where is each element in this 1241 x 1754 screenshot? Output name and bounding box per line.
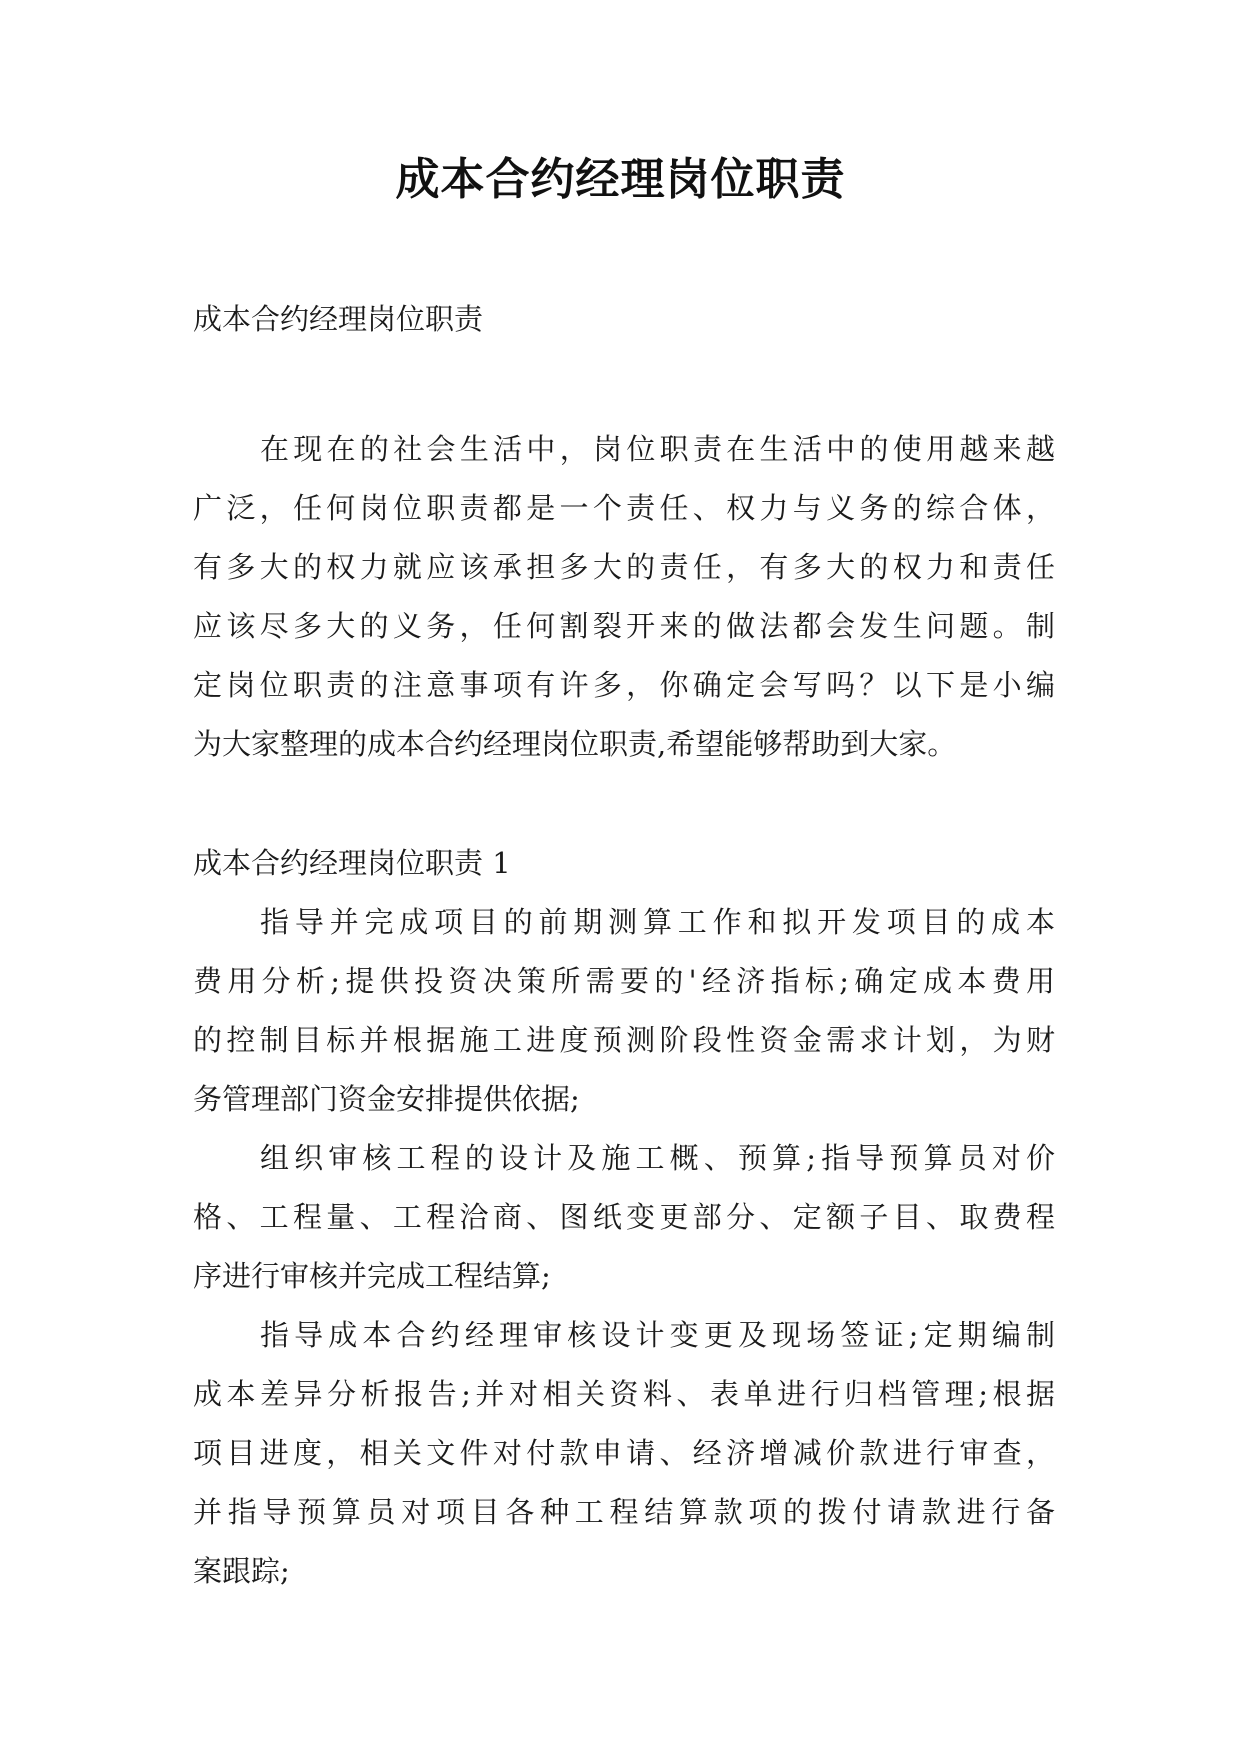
- paragraph-line: 广泛，任何岗位职责都是一个责任、权力与义务的综合体，: [193, 491, 1055, 525]
- paragraph-line: 成本差异分析报告;并对相关资料、表单进行归档管理;根据: [193, 1377, 1055, 1411]
- intro-paragraph: [193, 420, 1055, 774]
- paragraph-line: 格、工程量、工程洽商、图纸变更部分、定额子目、取费程: [193, 1200, 1055, 1234]
- paragraph-line: 指导并完成项目的前期测算工作和拟开发项目的成本: [260, 905, 1055, 939]
- spacer: [193, 774, 1055, 834]
- paragraph-line: 项目进度，相关文件对付款申请、经济增减价款进行审查，: [193, 1436, 1055, 1470]
- paragraph-line: 组织审核工程的设计及施工概、预算;指导预算员对价: [260, 1141, 1055, 1175]
- paragraph-line: 为大家整理的成本合约经理岗位职责,希望能够帮助到大家。: [193, 727, 957, 761]
- section-paragraph-2: [193, 1129, 1055, 1306]
- paragraph-line: 费用分析;提供投资决策所需要的'经济指标;确定成本费用: [193, 964, 1055, 998]
- paragraph-line: 定岗位职责的注意事项有许多，你确定会写吗？以下是小编: [193, 668, 1055, 702]
- document-title: 成本合约经理岗位职责: [395, 154, 846, 205]
- section-paragraph-1: [193, 893, 1055, 1129]
- document-subtitle: 成本合约经理岗位职责: [193, 302, 484, 336]
- document-body: [193, 290, 1055, 1601]
- paragraph-line: 在现在的社会生活中，岗位职责在生活中的使用越来越: [260, 432, 1055, 466]
- paragraph-line: 有多大的权力就应该承担多大的责任，有多大的权力和责任: [193, 550, 1055, 584]
- paragraph-line: 并指导预算员对项目各种工程结算款项的拨付请款进行备: [193, 1495, 1055, 1529]
- section-heading: 成本合约经理岗位职责 1: [193, 846, 511, 880]
- spacer: [193, 349, 1055, 420]
- paragraph-line: 务管理部门资金安排提供依据;: [193, 1082, 580, 1116]
- paragraph-line: 指导成本合约经理审核设计变更及现场签证;定期编制: [260, 1318, 1055, 1352]
- paragraph-line: 序进行审核并完成工程结算;: [193, 1259, 551, 1293]
- section-paragraph-3: [193, 1306, 1055, 1601]
- paragraph-line: 应该尽多大的义务，任何割裂开来的做法都会发生问题。制: [193, 609, 1055, 643]
- paragraph-line: 案跟踪;: [193, 1554, 290, 1588]
- paragraph-line: 的控制目标并根据施工进度预测阶段性资金需求计划，为财: [193, 1023, 1055, 1057]
